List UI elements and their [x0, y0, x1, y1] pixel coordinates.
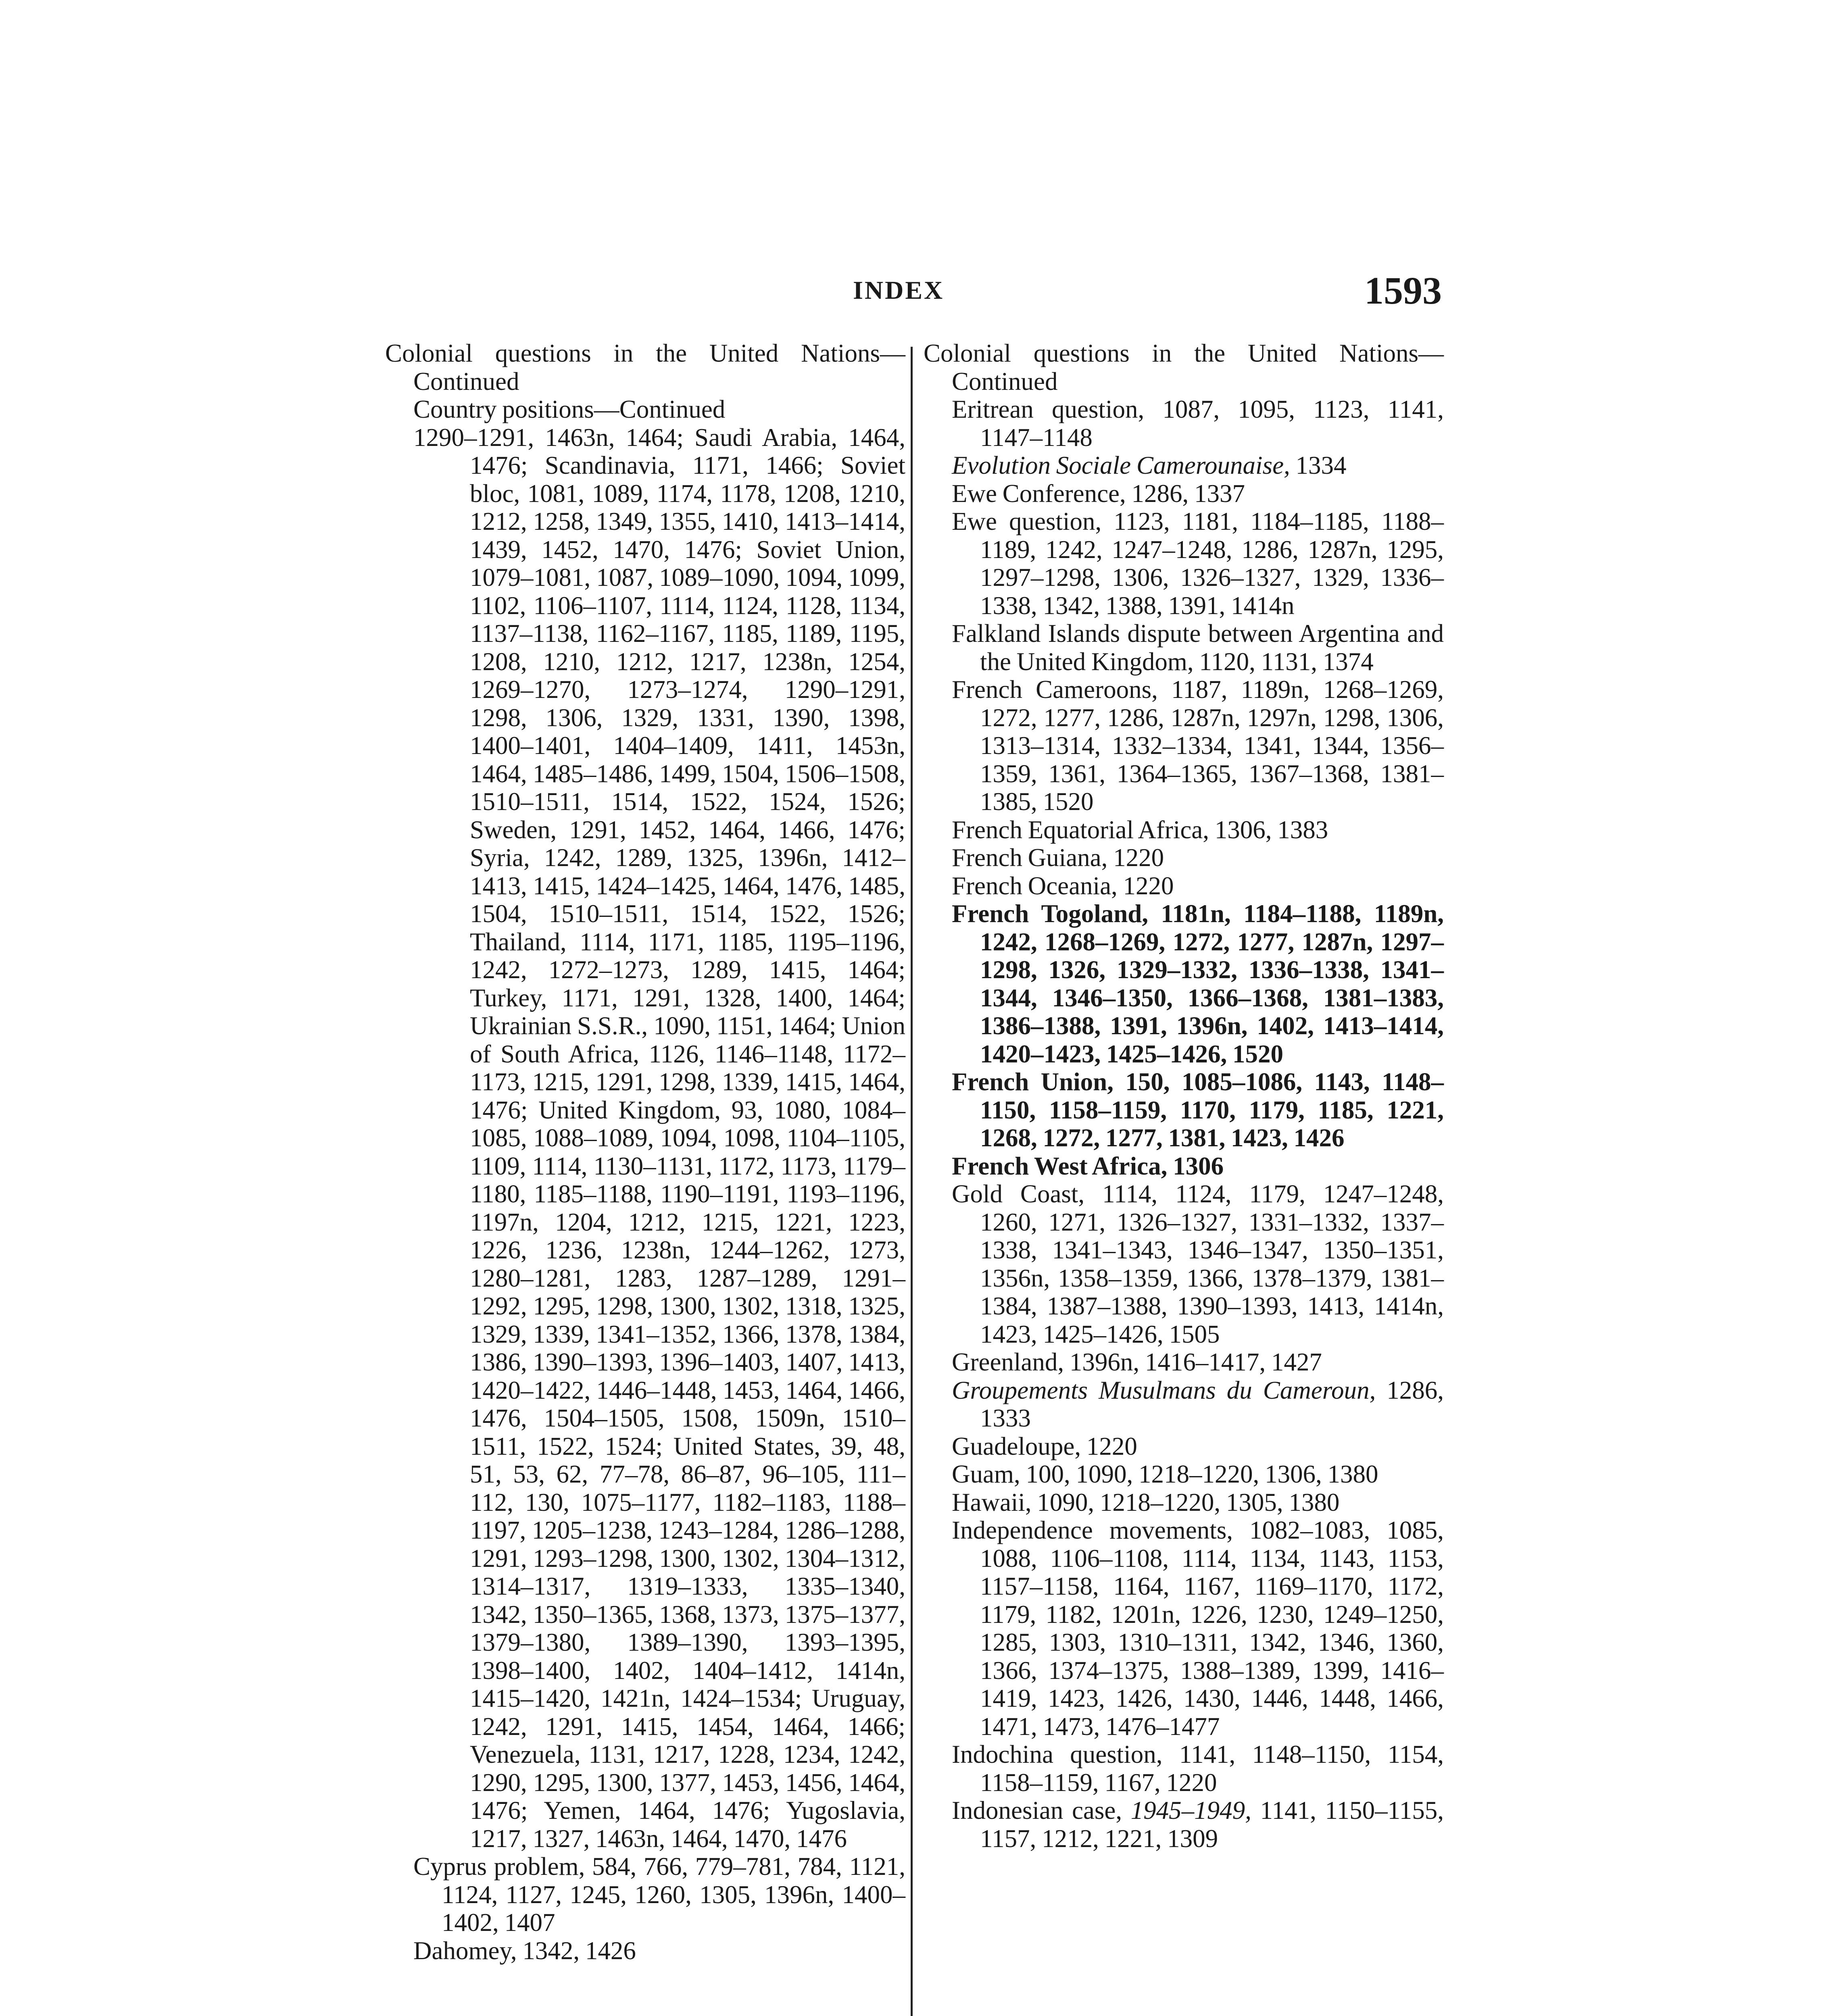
subentry-french-equatorial-africa: French Equatorial Africa, 1306, 1383: [952, 815, 1328, 844]
index-column-left: [385, 339, 905, 1965]
subentry-french-cameroons: French Cameroons, 1187, 1189n, 1268–1269, 1272, 1277, 1286, 1287n, 1297n, 1298, 1306, 1313–1314, 1332–1334, 1341, 1344, 1356–1359, 1361, 1364–1365, 1367–1368, 1381–1385, 1520: [952, 675, 1444, 816]
subentry-groupements-musulmans: [924, 1377, 1444, 1433]
subentry-eritrean-question: Eritrean question, 1087, 1095, 1123, 1141, 1147–1148: [952, 395, 1444, 452]
page-number: 1593: [1364, 269, 1442, 312]
groupements-pages: 1286, 1333: [980, 1376, 1444, 1432]
subentry-french-union: French Union, 150, 1085–1086, 1143, 1148–1150, 1158–1159, 1170, 1179, 1185, 1221, 1268, 1272, 1277, 1381, 1423, 1426: [952, 1068, 1444, 1152]
subentry-indonesian-case: [924, 1797, 1444, 1853]
running-title: INDEX: [853, 276, 945, 304]
subentry-indochina-question: Indochina question, 1141, 1148–1150, 1154, 1158–1159, 1167, 1220: [952, 1740, 1444, 1797]
indonesian-years: 1945–1949,: [1122, 1796, 1251, 1824]
subentry-cyprus-problem: Cyprus problem, 584, 766, 779–781, 784, 1121, 1124, 1127, 1245, 1260, 1305, 1396n, 1400–1402, 1407: [413, 1852, 905, 1937]
subentry-dahomey: Dahomey, 1342, 1426: [413, 1936, 636, 1965]
subentry-independence-movements: Independence movements, 1082–1083, 1085, 1088, 1106–1108, 1114, 1134, 1143, 1153, 1157–1158, 1164, 1167, 1169–1170, 1172, 1179, 1182, 1201n, 1226, 1230, 1249–1250, 1285, 1303, 1310–1311, 1342, 1346, 1360, 1366, 1374–1375, 1388–1389, 1399, 1416–1419, 1423, 1426, 1430, 1446, 1448, 1466, 1471, 1473, 1476–1477: [952, 1516, 1444, 1741]
subentry-gold-coast: Gold Coast, 1114, 1124, 1179, 1247–1248, 1260, 1271, 1326–1327, 1331–1332, 1337–1338, 1341–1343, 1346–1347, 1350–1351, 1356n, 1358–1359, 1366, 1378–1379, 1381–1384, 1387–1388, 1390–1393, 1413, 1414n, 1423, 1425–1426, 1505: [952, 1180, 1444, 1348]
subentry-french-oceania: French Oceania, 1220: [952, 871, 1174, 900]
evolution-title: Evolution Sociale Camerounaise,: [952, 451, 1290, 479]
subentry-french-togoland: French Togoland, 1181n, 1184–1188, 1189n, 1242, 1268–1269, 1272, 1277, 1287n, 1297–1298, 1326, 1329–1332, 1336–1338, 1341–1344, 1346–1350, 1366–1368, 1381–1383, 1386–1388, 1391, 1396n, 1402, 1413–1414, 1420–1423, 1425–1426, 1520: [952, 900, 1444, 1068]
page-header: [385, 268, 1442, 312]
subentry-country-positions-text: 1290–1291, 1463n, 1464; Saudi Arabia, 1464, 1476; Scandinavia, 1171, 1466; Soviet bloc, 1081, 1089, 1174, 1178, 1208, 1210, 1212, 1258, 1349, 1355, 1410, 1413–1414, 1439, 1452, 1470, 1476; Soviet Union, 1079–1081, 1087, 1089–1090, 1094, 1099, 1102, 1106–1107, 1114, 1124, 1128, 1134, 1137–1138, 1162–1167, 1185, 1189, 1195, 1208, 1210, 1212, 1217, 1238n, 1254, 1269–1270, 1273–1274, 1290–1291, 1298, 1306, 1329, 1331, 1390, 1398, 1400–1401, 1404–1409, 1411, 1453n, 1464, 1485–1486, 1499, 1504, 1506–1508, 1510–1511, 1514, 1522, 1524, 1526; Sweden, 1291, 1452, 1464, 1466, 1476; Syria, 1242, 1289, 1325, 1396n, 1412–1413, 1415, 1424–1425, 1464, 1476, 1485, 1504, 1510–1511, 1514, 1522, 1526; Thailand, 1114, 1171, 1185, 1195–1196, 1242, 1272–1273, 1289, 1415, 1464; Turkey, 1171, 1291, 1328, 1400, 1464; Ukrainian S.S.R., 1090, 1151, 1464; Union of South Africa, 1126, 1146–1148, 1172–1173, 1215, 1291, 1298, 1339, 1415, 1464, 1476; United Kingdom, 93, 1080, 1084–1085, 1088–1089, 1094, 1098, 1104–1105, 1109, 1114, 1130–1131, 1172, 1173, 1179–1180, 1185–1188, 1190–1191, 1193–1196, 1197n, 1204, 1212, 1215, 1221, 1223, 1226, 1236, 1238n, 1244–1262, 1273, 1280–1281, 1283, 1287–1289, 1291–1292, 1295, 1298, 1300, 1302, 1318, 1325, 1329, 1339, 1341–1352, 1366, 1378, 1384, 1386, 1390–1393, 1396–1403, 1407, 1413, 1420–1422, 1446–1448, 1453, 1464, 1466, 1476, 1504–1505, 1508, 1509n, 1510–1511, 1522, 1524; United States, 39, 48, 51, 53, 62, 77–78, 86–87, 96–105, 111–112, 130, 1075–1177, 1182–1183, 1188–1197, 1205–1238, 1243–1284, 1286–1288, 1291, 1293–1298, 1300, 1302, 1304–1312, 1314–1317, 1319–1333, 1335–1340, 1342, 1350–1365, 1368, 1373, 1375–1377, 1379–1380, 1389–1390, 1393–1395, 1398–1400, 1402, 1404–1412, 1414n, 1415–1420, 1421n, 1424–1534; Uruguay, 1242, 1291, 1415, 1454, 1464, 1466; Venezuela, 1131, 1217, 1228, 1234, 1242, 1290, 1295, 1300, 1377, 1453, 1456, 1464, 1476; Yemen, 1464, 1476; Yugoslavia, 1217, 1327, 1463n, 1464, 1470, 1476: [413, 423, 905, 1853]
subentry-guadeloupe: Guadeloupe, 1220: [952, 1432, 1137, 1460]
subentry-country-positions-heading: Country positions—Continued: [413, 395, 726, 423]
subentry-hawaii: Hawaii, 1090, 1218–1220, 1305, 1380: [952, 1488, 1340, 1516]
subentry-ewe-question: Ewe question, 1123, 1181, 1184–1185, 1188–1189, 1242, 1247–1248, 1286, 1287n, 1295, 1297–1298, 1306, 1326–1327, 1329, 1336–1338, 1342, 1388, 1391, 1414n: [952, 507, 1444, 620]
subentry-french-west-africa: French West Africa, 1306: [952, 1152, 1224, 1180]
subentry-ewe-conference: Ewe Conference, 1286, 1337: [952, 479, 1245, 508]
subentry-french-guiana: French Guiana, 1220: [952, 843, 1164, 872]
subentry-evolution-sociale: [924, 452, 1444, 480]
evolution-pages: 1334: [1290, 451, 1347, 479]
entry-heading-colonial-questions: Colonial questions in the United Nations—Continued: [385, 339, 905, 396]
index-column-right: [924, 339, 1444, 1853]
groupements-title: Groupements Musulmans du Cameroun,: [952, 1376, 1376, 1404]
indonesian-pages: 1141, 1150–1155, 1157, 1212, 1221, 1309: [980, 1796, 1444, 1853]
subentry-guam: Guam, 100, 1090, 1218–1220, 1306, 1380: [952, 1460, 1378, 1488]
subentry-falkland-islands: Falkland Islands dispute between Argentina and the United Kingdom, 1120, 1131, 1374: [952, 619, 1444, 676]
indonesian-lead: Indonesian case,: [952, 1796, 1122, 1824]
subentry-greenland: Greenland, 1396n, 1416–1417, 1427: [952, 1348, 1322, 1376]
entry-heading-colonial-questions-continued: Colonial questions in the United Nations—Continued: [924, 339, 1444, 396]
column-divider: [911, 347, 913, 2016]
